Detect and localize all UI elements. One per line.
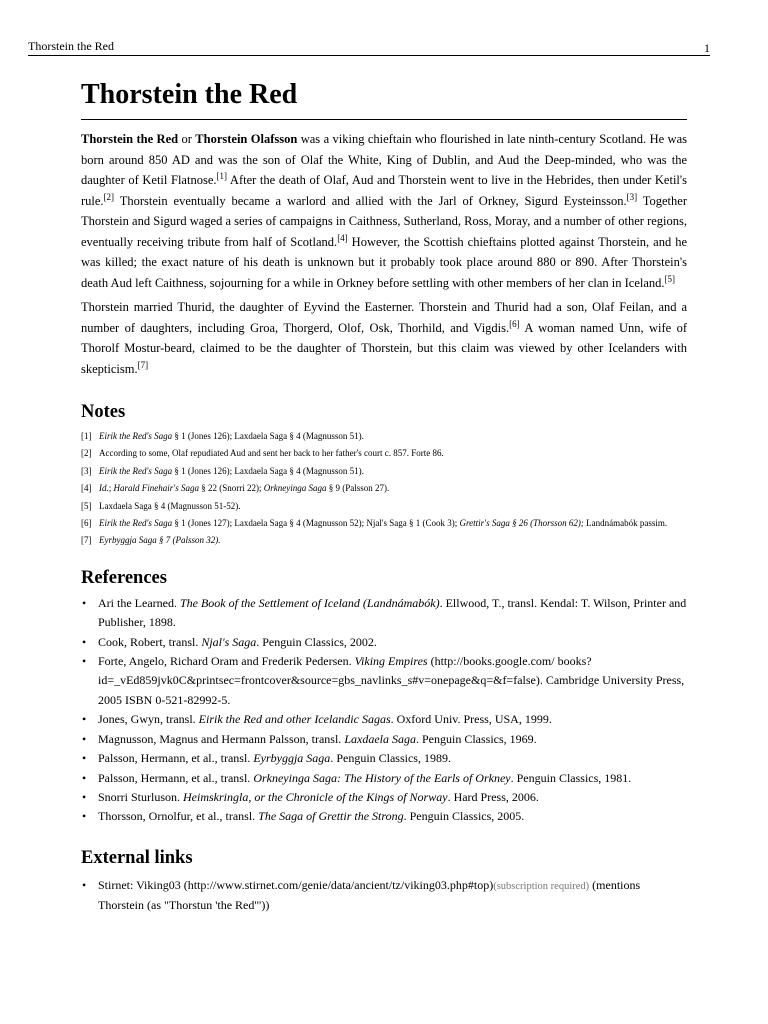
text-run: Njal's Saga <box>201 634 257 649</box>
reference-item <box>81 652 687 710</box>
text-run: The Book of the Settlement of Iceland (Landnámabók) <box>179 595 440 610</box>
notes-heading: Notes <box>81 402 126 422</box>
intro-paragraph <box>81 129 687 293</box>
note-item <box>81 498 687 515</box>
text-run: was a viking chieftain who flourished in late ninth-century Scotland. He was born around 850 AD and was the son of Olaf the White, King of Dublin, and Aud the Deep-minded, who was the daughter of Ketil Flatnose. <box>81 132 687 187</box>
text-run: After the death of Olaf, Aud and Thorstein went to live in the Hebrides, then under Ketil's rule. <box>81 173 688 208</box>
citation-marker[interactable]: [4] <box>337 232 348 243</box>
text-run: Palsson, Hermann, et al., transl. <box>98 751 254 766</box>
text-run: Cook, Robert, transl. <box>98 634 202 649</box>
note-item <box>81 463 687 480</box>
text-run: (http://books.google.com/ books?id=_vEd859jvk0C&printsec=frontcover&source=gbs_navlinks_s#v=onepage&q=&f=false). Cambridge University Press, 2005 ISBN 0-521-82992-5. <box>98 654 685 707</box>
text-run: Forte, Angelo, Richard Oram and Frederik Pedersen. <box>98 654 355 669</box>
citation-marker[interactable]: [6] <box>509 318 520 329</box>
text-run: Together Thorstein and Sigurd waged a series of campaigns in Caithness, Sutherland, Ross, Moray, and a number of other regions, eventually receiving tribute from half of Scotland. <box>81 193 687 249</box>
references-list <box>81 594 687 827</box>
text-run: § 9 (Palsson 27). <box>326 483 390 494</box>
text-run: . Penguin Classics, 1969. <box>415 731 537 746</box>
text-run: Thorsson, Ornolfur, et al., transl. <box>98 809 259 824</box>
citation-marker[interactable]: [7] <box>137 359 149 370</box>
reference-item <box>81 730 687 749</box>
text-run: The Saga of Grettir the Strong <box>258 809 404 824</box>
family-paragraph <box>81 297 687 379</box>
bullet-icon: • <box>82 654 87 669</box>
text-run: . Oxford Univ. Press, USA, 1999. <box>390 712 552 727</box>
bullet-icon: • <box>82 770 87 785</box>
reference-item <box>81 788 687 807</box>
text-run: . Penguin Classics, 1989. <box>330 751 451 766</box>
note-marker[interactable]: [7] <box>81 535 92 546</box>
text-run: § 1 (Jones 126); Laxdaela Saga § 4 (Magnusson 51). <box>172 465 364 476</box>
text-run: According to some, Olaf repudiated Aud and sent her back to her father's court c. 857. Forte 86. <box>99 448 444 459</box>
text-run: ; <box>108 483 114 494</box>
text-run: Orkneyinga Saga: The History of the Earls of Orkney <box>253 770 511 785</box>
note-item <box>81 515 687 532</box>
note-marker[interactable]: [4] <box>81 483 92 494</box>
bullet-icon: • <box>82 634 87 649</box>
text-run: Eirik the Red and other Icelandic Sagas <box>198 712 391 727</box>
text-run: . Penguin Classics, 2005. <box>403 809 525 824</box>
text-run: Viking Empires <box>354 654 428 669</box>
text-run: However, the Scottish chieftains plotted against Thorstein, and he was killed; the exact nature of his death is unknown but it probably took place around 880 or 890. After Thorstein's death Aud left Caithness, sojourning for a while in Orkney before settling with other members of her clan in Iceland. <box>81 234 687 290</box>
text-run: § 1 (Jones 126); Laxdaela Saga § 4 (Magnusson 51). <box>172 431 364 441</box>
text-run: Stirnet: Viking03 (http://www.stirnet.com/genie/data/ancient/tz/viking03.php#top) <box>98 877 494 892</box>
text-run: Orkneyinga Saga <box>263 483 327 494</box>
text-run: Grettir's Saga § 26 (Thorsson 62); <box>459 518 584 529</box>
reference-item <box>81 769 687 788</box>
bullet-icon: • <box>82 877 87 892</box>
external-links-heading: External links <box>81 847 193 868</box>
text-run: Harald Finehair's Saga <box>113 483 199 494</box>
note-marker[interactable]: [2] <box>81 448 92 459</box>
note-item <box>81 480 687 497</box>
reference-item <box>81 633 687 652</box>
text-run: or <box>178 132 196 146</box>
text-run: . Hard Press, 2006. <box>447 789 539 804</box>
bullet-icon: • <box>82 731 87 746</box>
note-marker[interactable]: [5] <box>81 500 92 511</box>
text-run: Id. <box>99 483 109 494</box>
text-run: § 22 (Snorri 22); <box>198 483 264 494</box>
text-run: Laxdaela Saga § 4 (Magnusson 51-52). <box>99 500 241 511</box>
reference-item <box>81 710 687 729</box>
note-marker[interactable]: [6] <box>81 518 92 529</box>
text-run: Magnusson, Magnus and Hermann Palsson, transl. <box>98 731 345 746</box>
text-run: Snorri Sturluson. <box>98 789 184 804</box>
running-header <box>28 38 710 56</box>
text-run: Eyrbyggja Saga <box>253 751 331 766</box>
citation-marker[interactable]: [3] <box>626 191 638 202</box>
text-run: Thorstein married Thurid, the daughter of Eyvind the Easterner. Thorstein and Thurid had a son, Olaf Feilan, and a number of daughters, including Groa, Thorgerd, Olof, Osk, Thorhild, and Vigdis. <box>81 300 687 335</box>
note-item <box>81 445 687 462</box>
bullet-icon: • <box>82 789 87 804</box>
text-run: Eirik the Red's Saga <box>99 431 173 441</box>
text-run: . Penguin Classics, 2002. <box>256 634 377 649</box>
citation-marker[interactable]: [5] <box>664 273 676 284</box>
text-run: Eyrbyggja Saga § 7 (Palsson 32). <box>99 535 221 546</box>
text-run: Heimskringla, or the Chronicle of the Kings of Norway <box>183 789 448 804</box>
external-links-list <box>81 876 687 916</box>
text-run: Landnámabók passim. <box>583 518 668 529</box>
text-run: Thorstein eventually became a warlord and allied with the Jarl of Orkney, Sigurd Eysteinsson. <box>114 193 627 208</box>
text-run: . Ellwood, T., transl. Kendal: T. Wilson, Printer and Publisher, 1898. <box>98 595 687 630</box>
notes-list <box>81 428 687 550</box>
text-run: Ari the Learned. <box>98 595 180 610</box>
text-run: Eirik the Red's Saga <box>99 465 173 476</box>
note-item <box>81 532 687 549</box>
external-link-item <box>81 876 687 916</box>
references-heading: References <box>81 567 167 588</box>
text-run: . Penguin Classics, 1981. <box>510 770 632 785</box>
note-marker[interactable]: [3] <box>81 465 92 476</box>
bullet-icon: • <box>82 595 87 610</box>
text-run: Jones, Gwyn, transl. <box>98 712 199 727</box>
bullet-icon: • <box>82 751 87 766</box>
bullet-icon: • <box>82 809 87 824</box>
text-run: (subscription required) <box>493 880 590 892</box>
page-title: Thorstein the Red <box>81 76 687 120</box>
running-header-title: Thorstein the Red <box>28 39 114 53</box>
text-run: Laxdaela Saga <box>344 731 416 746</box>
text-run: A woman named Unn, wife of Thorolf Mostur-beard, claimed to be the daughter of Thorstein, but this claim was viewed by other Icelanders with skepticism. <box>81 320 687 376</box>
text-run: (mentions Thorstein (as "Thorstun 'the Red'")) <box>98 877 641 913</box>
reference-item <box>81 594 687 633</box>
text-run: Palsson, Hermann, et al., transl. <box>98 770 254 785</box>
reference-item <box>81 749 687 768</box>
text-run: § 1 (Jones 127); Laxdaela Saga § 4 (Magnusson 52); Njal's Saga § 1 (Cook 3); <box>172 518 460 529</box>
text-run: Thorstein Olafsson <box>195 132 298 146</box>
note-item <box>81 428 687 445</box>
citation-marker[interactable]: [2] <box>103 191 115 202</box>
page-number: 1 <box>704 41 710 55</box>
bullet-icon: • <box>82 712 87 727</box>
citation-marker[interactable]: [1] <box>216 171 227 181</box>
article-content <box>81 76 687 916</box>
text-run: Eirik the Red's Saga <box>99 518 173 529</box>
text-run: Thorstein the Red <box>81 132 179 146</box>
reference-item <box>81 807 687 826</box>
note-marker[interactable]: [1] <box>81 431 92 441</box>
